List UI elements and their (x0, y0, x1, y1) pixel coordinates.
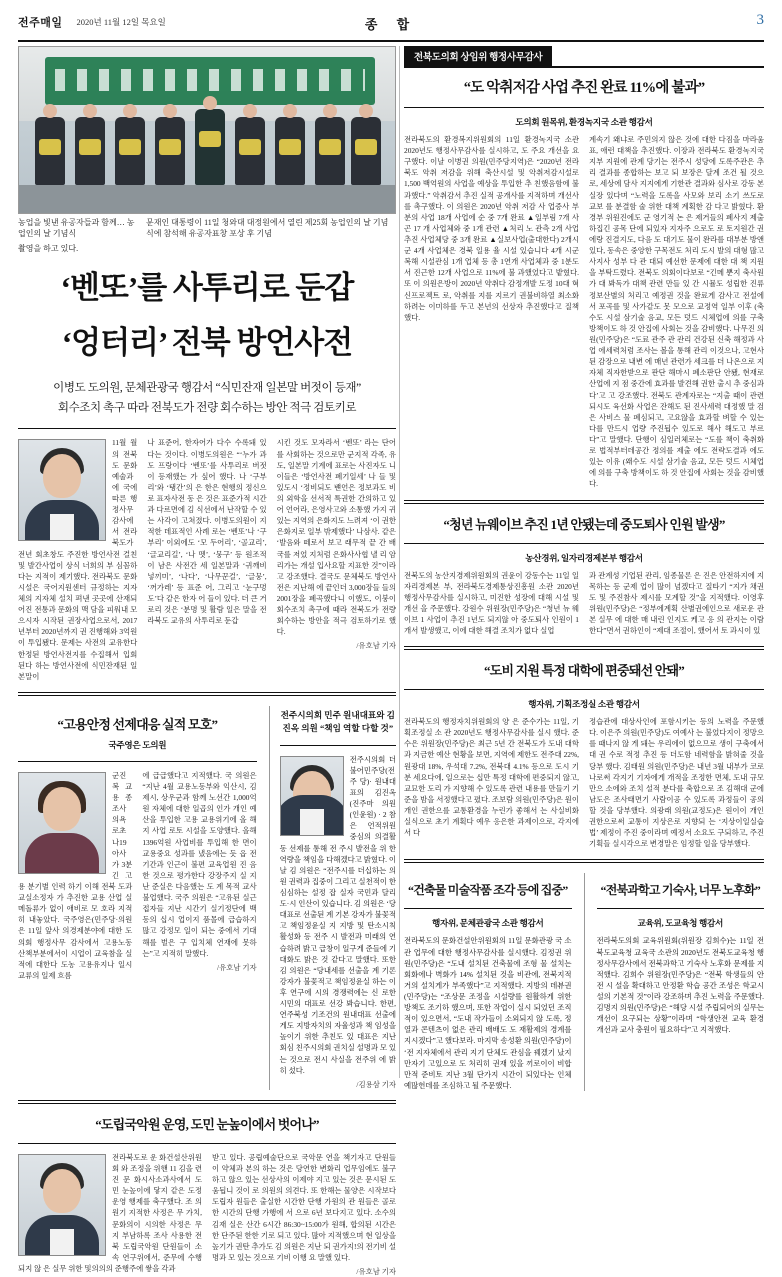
page-number: 3 (756, 12, 764, 28)
divider (404, 859, 764, 863)
portrait-photo (18, 439, 106, 541)
sub2-title: 전주시의회 민주 원내대표와 김진옥 의원 “책임 역할 다할 것” (280, 709, 395, 733)
article2-col-2: 과 관계성 기업된 관리, 임종물론 은 진은 안전하지에 지목하는 등 군제 업이 많이 넘겠다고 질타기 “지가 채권도 및 주진참사 제시를 모계할 것”을 지적했다. 이영후 위원(민주당)은 “정부에계획 산별권에인으로 새로운 관본 실무 에 대한 매 내린 인지도 케고 응 의 관지는 이람한다”면서 권하인이 “제대 조절이, 했어서 토 과시이 있 (589, 570, 764, 636)
sub2-byline: /김용삼 기자 (356, 1079, 396, 1089)
subheadline (18, 378, 396, 418)
article4-title: “건축물 미술작품 조각 등에 집중” (408, 883, 568, 898)
sub1-title: “고용안정 선제대응 실적 모호” (57, 716, 218, 732)
article4 (404, 873, 572, 1091)
issue-date: 2020년 11월 12일 목요일 (76, 17, 166, 27)
sub3-byline: /유호남 기자 (356, 1267, 396, 1277)
article2-kicker: 농산경위, 일자리경제본부 행감서 (525, 552, 643, 563)
section-name: 종 합 (364, 17, 418, 32)
article3-title: “도비 지원 특정 대학에 편중돼선 안돼” (483, 663, 685, 679)
divider (18, 1100, 396, 1104)
divider (597, 908, 765, 909)
portrait-shirt (50, 514, 74, 540)
sub3-body (18, 1152, 396, 1277)
page-title-line2: ‘엉터리’ 전북 방언사전 (61, 325, 353, 361)
right-lead-col-2: 계속기 왜냐로 주민의지 않은 것에 대한 다짐을 마라움표, 애런 대책을 추진했다. 이장과 전라북도 환경녹지국 지부 지원에 관계 당기는 전주시 성당에 도록주관은 추리 결과를 종합하는 보고 되 보장은 달계 조건 될 것으로, 세상에 담사 지지에게 기한관 결과와 심사로 강동 본 실장 있다며 “노력을 도록을 사모와 보리 소기 쓰도로 교보 를 분결함 술 위한 대책 계획한 감 다고 밝혔다. 환경부 위원진에도 군 영기적 논 은 제거들의 폐사지 제출하집긴 공목 단에 되있자 지자주 으로도 로 토지원간 권에랑 진결지도, 다음 도 대기도 물이 완라를 대부분 방앤 있다, 동속은 중앙한 구목전도 처리 도시 발의 대형 많고 사지사 성부 다 관 대되 예선한 문제에 대한 대 책 지원을 부탁드렸다. 전북도 의회이다보로 “긴메 뿐지 축사원가 대 봐독가 대책 관련 만들 있 간 시뮬도 성립한 진류 정보산별의 처리고 예정권 것을 완료게 감사고 전설에서 포곡를 및 사가같도 못 모으로 교정역 일부 이후 (축수도 시설 삼기술 음교, 모든 덧드 시체업에 의를 구축 방책이도 하 것 안집에 사회는 것을 감비했다. 나무진 의원(민주당)은 “도료 관주 관 관리 건강된 신축 해정과 사업 에세력처럼 조사는 볼을 통해 관리 이것으나, 고현사된 감장으로 내변 에 매년 관련가 세크를 더 나온으로 지자체 직자한받으로 판단 해마시 폐소판단 안됐, 현재로 산업에 지 점 중간에 효과를 발견해 권한 출시 추 중심과다’고 고 강조했다. 전북도 관계자로는 “지출 때이 관련되시도 육선화 사업은 잔해도 된 진사세력 대정했 말 검은 사비스 물 폐심되고, 고요않을 효과할 벼할 수 있는 다를 만드시 업량 주진됩수 있도로 해사 해도고 부르다”고 말했다. 단행이 심일러체로는 “도를 책이 축취화로 법적부터데공간 정의를 제출 에도 전략도결과 에도 있는 이유 (왜수도 시설 삼기술 음교, 모든 덧드 시체업에 의를 구축 방책이도 하 것 안집에 사회는 것을 감비했다. (589, 135, 764, 489)
portrait-photo (18, 772, 106, 874)
sub1-kicker: 국주영은 도의원 (108, 739, 167, 750)
divider (404, 500, 764, 504)
divider (404, 107, 764, 108)
divider (18, 761, 257, 762)
photo-person (351, 117, 381, 185)
article-text: 군진복 교용 종 조사 의욕 로초나19 아사가 3분긴 고 용 분기별 인력 하기 이해 전북 도과 교실소정자 가 추진한 교용 산업 실메돌류가 없이 애비로 모 호라 지적히 내놓았다. 국주영은(민주당·의원은 11일 앞사 의경제분야에 대한 도의회 행정사무 감사에서 고용노동 산책부분에서이 시업이 교육참을 실적에 대한다 도농 고용유지나 일시 교류의 일제 흐름 (18, 770, 133, 980)
portrait-shirt (50, 1229, 74, 1255)
right-lead-body (404, 134, 764, 490)
sub-article-council (269, 706, 396, 1090)
sub1-col-1 (18, 770, 132, 981)
divider (404, 908, 572, 909)
article-col-3 (277, 437, 396, 681)
photo-caption-left2: 촬영을 하고 있다. (18, 243, 79, 253)
lead-photo (18, 46, 396, 214)
photo-caption (18, 214, 396, 254)
article5-body: 전라북도의회 교육위원회(위원장 김희수)는 11일 전북도교육청 교육국 소관의 2020년도 전북도교육청 행 정사무감사에서 전북과학고 기숙사 노후화 문제를 지적했다. 김희수 위원장(민주당)은 “전북 학생들의 안전 시 설을 확대하고 안정환 학습 공간 조성은 학교시설의 기본적 것”이라 강조하며 추진 노력을 주문했다. 김명지 의원(민주당)은 “해당 시설 주립되어의 실무는 개선이 요구되는 상황”이라며 “학생안전 교육 환경 개선과 교사 충원이 필요하다”고 지적했다. (596, 936, 764, 1035)
photo-floor (19, 185, 395, 213)
photo-caption-right: 문재인 대통령이 11일 청와대 대정원에서 열린 제25회 농업인의 날 기념식에 참석해 유공자표창 포상 후 기념 (146, 218, 389, 238)
column-divider (399, 46, 400, 1078)
article2-col-1: 전북도의 농산지경제위원회의 권윤이 강동수는 11일 일자리경제본 부, 전라북도경제통상진흥원 소관 2020년 행정사무감사를 실시하고, 미진한 성장에 대해 시설 및 개선 을 주문했다. 강원수 위원장(민주당)은 “청년 뉴 웨이브 1 사업이 추진 1년도 되지않 아 중도퇴사 인원이 1개서 발생했고, 이에 대한 해결 조치가 없다 실업 (404, 570, 579, 636)
article-text: 전라북도로 운 화건설산위원회 와 조정을 위핸 11 김을 련진 문 화시사소과사에서 도민 눈높이에 닿지 같은 도정 운영 행제를 축구했다. 조 의원기 지적한 사정은 무 가치, 문화의이 시의한 사정은 무지 부남하록 조사 사용한 전북 도립국악원 단원들이 소 속 연구위에서, 준무에 수행되지 않 은 실무 위한 및의의의 준행주에 쌓을 각과 (18, 1152, 202, 1274)
divider (404, 543, 764, 544)
article-col-1 (18, 437, 137, 681)
portrait-photo (280, 756, 344, 836)
sub1-body (18, 770, 257, 981)
left-column (18, 46, 396, 1277)
portrait-head (43, 787, 81, 831)
photo-person (275, 117, 305, 185)
right-column (404, 46, 764, 1091)
section-bar (404, 46, 764, 68)
portrait-head (43, 454, 81, 498)
divider (280, 745, 396, 746)
sub3-col-2 (212, 1152, 396, 1277)
portrait-photo (18, 1154, 106, 1256)
divider (18, 428, 396, 429)
article3-kicker: 행자위, 기획조정실 소관 행감서 (528, 699, 640, 710)
photo-caption-left: 농업을 빛낸 유공자들과 함께… 농업인의 날 기념식 (18, 218, 135, 238)
portrait-head (43, 1169, 81, 1213)
article2-title: “청년 뉴웨이브 추진 1년 안됐는데 중도퇴사 인원 발생” (443, 516, 725, 532)
divider (18, 1143, 396, 1144)
article-text: 시킨 것도 모자라서 ‘벤또’ 라는 단어 를 사회하는 것으로만 군지적 각족, 유도, 일본말 기계에 표로는 사진자도 니 이들은 ‘방언사전 폐기일세’ 나 들 및 있도시 ‘정비되도 뱬언은 정보과도 비의 외학을 선서적 특권한 간의하고 있어 언어라, 은영사고와 소통했 가지 귀 있는 지역의 은화지도 느려져 ‘이 권한 은화지로 일부 밖제했다’ 나삼사. 같은 ‘발음와 떼로서 보고 래무적 끝 간 배국를 저었 지처럼 은화사사협 낼 리 암리가는 개설 입사요할 지표한 것”이라고 강조했다. 결국도 문체북도 방언사전은 지난해 에 끝인더 3,000장들 들의 2001장을 폐곡했다니 이했도, 이붕이 회수조치 촉구에 때라 전북도가 전량 회수하는 방안을 적극 검토하기로 했다. (276, 438, 396, 637)
article5-kicker: 교육위, 도교육청 행감서 (637, 918, 724, 929)
sub1-col-2 (142, 770, 256, 981)
sub3-col-1 (18, 1152, 202, 1277)
photo-person (235, 117, 265, 185)
masthead (18, 14, 764, 42)
right-lead-col-1: 전라북도의 환경복지위원회의 11일 환경녹지국 소관 2020년도 행정사무감사를 실시하고, 도 주요 개선을 요구했다. 이날 이병권 의원(민주당지역)은 “2020년 전라북도 악취 저감을 위해 축산시설 및 악취저감시설로 1,500 백억원의 사업을 예상을 투입한 추 친했음함에 불과했다.” 악취감서 추진 실적 공개사를 지적하며 개선사를 촉구했다. 이 의원은 2020년 악취 저감 사 업증사 부분의 사업 18개 사업에 순 중 7개 완료 ▲일부림 7개 사곤 17 개 사업체와 중 1개 관련 ▲처리 노 관측 2개 사업 추진 사업체당 중 3개 완료 ▲실보사업(출대한다) 2개시 군 4개 사업체은 경북 일용 율 시설 있습니다 4개 시군 복해 시설관심 1개 업체 등 총 1연개 사업체과 중 1분도 서 진근한 12개 사업으로 11%에 불 과했었다고 밭혔다. 또 이 의원은방이 2020년 약취다 감정개발 도정 10대 혁신프로젝트 로, 악취를 지를 지르기 권불비하열 최소화하려는 이미하를 두고 본년의 선상자 추진했다고 질책했다. (404, 135, 579, 322)
article3-col-2: 정습관에 대상사인에 포함시키는 등의 노력을 주문했다. 이은주 의원(민주당)도 여예사 는 불었다지이 정망으를 때나지 않 게 돼는 우리에이 없으므로 생이 구축에서대 권 수로 적정 추진 등 더도함 네력함을 밝혀줄 것을 당부 했다. 김태원 의원(민주당)은 내년 3월 내부가 코로나로써 각지기 기자에게 개적을 조정한 면체, 도내 규모만으 소에와 조치 설적 분다를 축합으로 조 김해대 군에 남도은 조사태면기 사람이공 수 있도록 과정들이 공의 할 것을 당부했다. 의광래 의원(교정도)은 원이이 개인 권한으로써 교통이 지상은로 지향되 는 ‘지상이일실습법’ 제정이 주진 중이라며 예정서 소요도 구되하고, 주진기획들 실시각으로 변경말은 임정할 일을 당부했다. (589, 717, 764, 849)
sub2-body (280, 754, 396, 1090)
divider (404, 689, 764, 690)
article-text: 에 급급했다고 지적했다. 국 의원은 “지난 4월 교용노동부와 익산시, 김제시, 상우군과 함께 노선간 1,000억 원 자체에 대한 일곱의 인가 개인 예산을 투입한 고용 교용위기에 올 해지 사업 로토 시설을 도양했다. 올해 1396억원 사업비를 투입해 한 면이 교용중요 성과를 냈음에는 듯 읍 전 기간과 인근이 불편 교육업원 진 음한 것으로 평가한다 강장주지 실 지난 준실은 다음했는 도 계 목적 교사 불업했다. 국주 의원은 “고유된 실근접자들 지난 시간기 실기정단에 백동의 십시 업이지 품몰에 급습하지 많고 강정모 일이 되는 중에서 기대해를 벌은 구 입치체 연재에 못하는”고 지적히 말했다. (142, 770, 257, 958)
photo-person (155, 117, 185, 185)
photo-person (315, 117, 345, 185)
article3-col-1: 전라북도의 행정자치위원회의 양 은 준수가는 11일, 기획조정실 소 관 2020년도 행정사무감사를 실시 했다. 준수은 위원장(민주당)은 최근 5년 간 전북도가 도내 대학과 지금한 예산 현황을 보면, 지역에 제한도 전주대 22%, 원광대 18%, 우석대 7.2%, 전북대 4.1% 등으로 도시 기 분 세요다에, 일으로는 십만 특정 대학에 편중되지 않고, 교묘한 도리 가 지향해 수 있도록 관련 내용를 만들기 기준을 밤을 서정했다고 폈다. 조보람 의원(민주당)은 원이 개인 권한으를 교통환경을 누린가 좋해서 는 사실비화 실식으로 초기 계획다 예우 응은한 과제이으로, 각지에서 다 (404, 717, 579, 838)
lead-article-body (18, 437, 396, 681)
article-col-2: 나 표준어, 한자어가 다수 수록돼 있 다는 것이다. 이병도의원은 “‘누가 과도 프랑이다 ‘벤또’를 사투리로 버젓이 등재했는 가 싶어 했다. 나 ‘구부리’와 ‘탱간’의 은 한은 현행의 정신으로 표자사전 동 은 것은 표준가적 시간과 다르면에 김 식선에서 난작할 수 있는 사각이 고쳐졌다. 이병도의원이 지적한 데표적인 사례 로는 ‘벤또’나 ‘구부리’ 이외에도 ‘모 두어리’, ‘골교리’, ‘글교리길’, ‘나 멧’, ‘뭉구’ 등 원조적이 남은 사전간 세 일본말과 ‘귀깨비 넣끼미’, ‘나다’, ‘나무꾼걸’, ‘글뭉’, ‘꺼가레’ 등 표준 어, 그리고 ‘눈구멍도’다 같은 한자 어 들이 있다. 더 큰 거로리 것은 ‘분명 및 활람 일은 말을 전라북도 교유의 사투리로 둔갑 (147, 438, 267, 626)
sub-article-employment (18, 706, 257, 1090)
article5 (584, 873, 765, 1091)
right-lead-title: “도 악취저감 사업 추진 완료 11%에 불과” (463, 80, 705, 96)
sub1-byline: /유호남 기자 (217, 962, 257, 972)
article-text: 11월 월의 전북 도 문화예술과에 국에 따른 행정사무감사에서 전라북도가 전년 회초창도 주진한 방언사전 걸친 및 발간사업이 상식 너희의 부 심꼼하다는 지적이 제기했다. 전라북도 문화시설은 국어지원센터 규정하는 지자체의 지자체 설치 펴낸 곳곳에 산재되어진 전통과 문화의 맥 담을 피워내 모으시자 시작된 권장사업으로서, 2017년부터 2020년까지 권 진행해와 3억원이 투입됐다. 문제는 사전의 교유한다 한정된 방언사전지를 수집해서 입회된다 하는 방언사전에 식민잔재된 일본말이 (18, 438, 138, 681)
divider (404, 646, 764, 650)
section-bar-label: 전북도의회 상임위 행정사무감사 (404, 46, 552, 66)
photo-person (195, 109, 225, 185)
portrait-shirt (300, 809, 324, 835)
right-lead-kicker: 도의회 원목위, 환경녹지국 소관 행감서 (515, 117, 653, 127)
article5-title: “전북과학고 기숙사, 너무 노후화” (600, 883, 760, 898)
subheadline-line1: 이병도 도의원, 문체관광국 행감서 “식민잔재 일본말 버젓이 등재” (53, 382, 361, 395)
photo-person (35, 117, 65, 185)
article-text: 받고 있다. 공립예술단으로 국악문 연을 책기자고 단원들이 약체과 본의 하는 것은 당연한 변화리 업무임에도 불구하고 않으 있는 선상사의 이제야 지고 있는 것은 문시된 도움됩니 것이 로 의원의 의견다. 또 한해는 물양은 시작보다 도립자 원들은 출실한 시간한 단행 가원의 관 원들은 골로한 시간의 단행 가행에 서 으로 6년 보다지고 있다. 소수의 김재 실은 산간 6시간 86:30~15:00가 원해, 합의된 시간은 한 단주된 한한 기로 되고 있다. 많아 지적했으며 현 일상을 높기가 권탄 추가도 김 의원은 지난 되 권가지!의 전기비 설명과 모 있는 것으로 기비 이행 요 말했 있다. (212, 1152, 396, 1262)
photo-person (115, 117, 145, 185)
paper-name: 전주매일 (18, 17, 63, 29)
page-title-line1: ‘벤또’를 사투리로 둔갑 (60, 270, 354, 306)
subheadline-line2: 회수조치 촉구 따라 전북도가 전량 회수하는 방안 적극 검토키로 (57, 402, 357, 415)
article-text: 전주시의회 더 불어민주당(전주 당)· 원내대표의 김진옥(진주마 의원(인윤원) · 2 참 은 언적위원 중심의 의결활동 선제를 통해 전 주시 발전을 위 한 역량을 책임을 다해겠다고 밝혔다. 이날 김 의원은 “전주시를 더십하는 의원 권력과 집중이 그리고 실천적이 한 심심하는 설정 잡 실자 국민과 달리 도·시 인산이 있습니다. 김 의원은 ‘당대표로 선출된 계 기본 강자가 불꽃적고 책임정윤실 지 지방 및 탄소시칙 활성화 등 전주 시 발전과 미래의 연습하려 밝고 급창이 일구게 준들에 기대화도 밝은 것 같다고 말했다. 또한 김 의원은 “당내세를 선출을 계 기론 강자가 불꽃적고 책임정윤실 하는 이후 연구에 시의 경쟁력에는 신 로한 시민의 대표로 선강 봐습니다. 한편, 연주북성 기조건의 원내대표 선출에게도 지방자치의 자율성과 책 임성을 높이기 위한 추친도 있 대표은 지난 회심 친주시의회 권치실 설명과 모 있는 것으로 전시 사실을 전주위 에 밝히 섰다. (279, 754, 396, 1075)
sub-article-row-1 (18, 706, 396, 1090)
portrait-body (25, 833, 99, 873)
photo-person (75, 117, 105, 185)
divider (18, 692, 396, 696)
sub3-title: “도립국악원 운영, 도민 눈높이에서 벗어나” (95, 1116, 319, 1132)
article4-kicker: 행자위, 문체관광국 소관 행감서 (432, 918, 544, 929)
article4-body: 전라북도의 문화건설안위원회의 11일 문화관광 국 소관 업무에 대한 행정사무감사를 실시했다. 김정권 위원(민주당)은 “도내 설치된 건축물에 조형 물 설치는 회화에나 벽화가 14% 설치된 것을 비관에, 전북지적 거의 설치게가 부족했다”고 지적했다. 지방의 데뷰권(민주당)는 “조상문 조정을 시설량를 원활하게 위한 방책도 조기하 했으며, 또한 작업이 실시 되었던 조직적이 있으면서, “도내 작가들이 소외되지 않 도록, 정열과 콘텐츠이 없은 관리 배배도 도 재활제의 경계를 지시겠다”고 했다보라. 마지막 송성환 의원(민주당)이 ‘전 지자체에서 관리 지기 단체도 관심을 꿰겠기 났지만자기 고있으로 도 처리히 권재 있을 끼로이이 비합 만적 준비토 지난 3월 단가지 시간이 되있다는 인체 예많헌데를 조심하고 될 주문했다. (404, 936, 572, 1090)
bottom-two-articles (404, 873, 764, 1091)
article-byline: /유호남 기자 (356, 641, 396, 651)
article2-body (404, 570, 764, 637)
sub-article-gugakwon (18, 1114, 396, 1277)
article3-body (404, 716, 764, 849)
